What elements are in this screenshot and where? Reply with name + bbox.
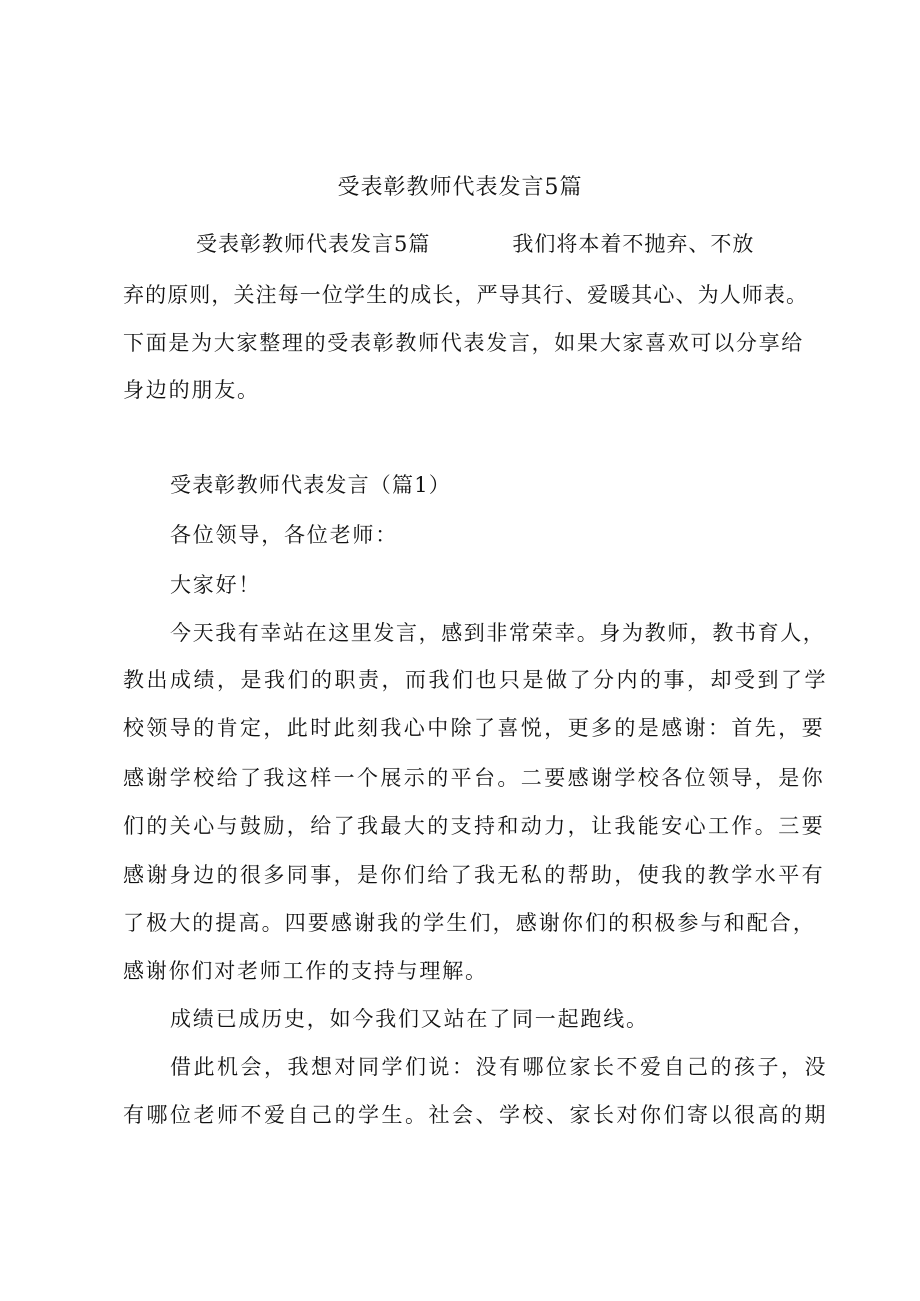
paragraph-line: 感谢身边的很多同事，是你们给了我无私的帮助，使我的教学水平有 <box>123 863 825 887</box>
paragraph-line: 们的关心与鼓励，给了我最大的支持和动力，让我能安心工作。三要 <box>123 814 825 838</box>
document-title: 受表彰教师代表发言5篇 <box>337 175 583 200</box>
paragraph-line: 了极大的提高。四要感谢我的学生们，感谢你们的积极参与和配合， <box>123 911 816 935</box>
paragraph-line: 今天我有幸站在这里发言，感到非常荣幸。身为教师，教书育人， <box>170 621 826 645</box>
intro-line: 下面是为大家整理的受表彰教师代表发言，如果大家喜欢可以分享给 <box>123 331 804 355</box>
salutation: 各位领导，各位老师： <box>170 523 398 547</box>
paragraph-line: 教出成绩，是我们的职责，而我们也只是做了分内的事，却受到了学 <box>123 668 828 692</box>
paragraph-line: 感谢学校给了我这样一个展示的平台。二要感谢学校各位领导，是你 <box>123 766 825 790</box>
intro-lead-text: 我们将本着不抛弃、不放 <box>512 232 755 256</box>
intro-first-line <box>196 226 754 262</box>
paragraph-line: 借此机会，我想对同学们说：没有哪位家长不爱自己的孩子，没 <box>170 1055 828 1079</box>
paragraph-line: 有哪位老师不爱自己的学生。社会、学校、家长对你们寄以很高的期 <box>123 1103 828 1127</box>
paragraph-line: 校领导的肯定，此时此刻我心中除了喜悦，更多的是感谢：首先，要 <box>123 716 825 740</box>
intro-line: 身边的朋友。 <box>123 378 260 402</box>
intro-line: 弃的原则，关注每一位学生的成长，严导其行、爱暖其心、为人师表。 <box>123 283 809 307</box>
paragraph-line: 成绩已成历史，如今我们又站在了同一起跑线。 <box>170 1007 649 1031</box>
greeting: 大家好！ <box>170 573 262 597</box>
paragraph-line: 感谢你们对老师工作的支持与理解。 <box>123 959 488 983</box>
section-heading: 受表彰教师代表发言（篇1） <box>170 473 451 497</box>
intro-lead-title: 受表彰教师代表发言5篇 <box>196 232 431 256</box>
